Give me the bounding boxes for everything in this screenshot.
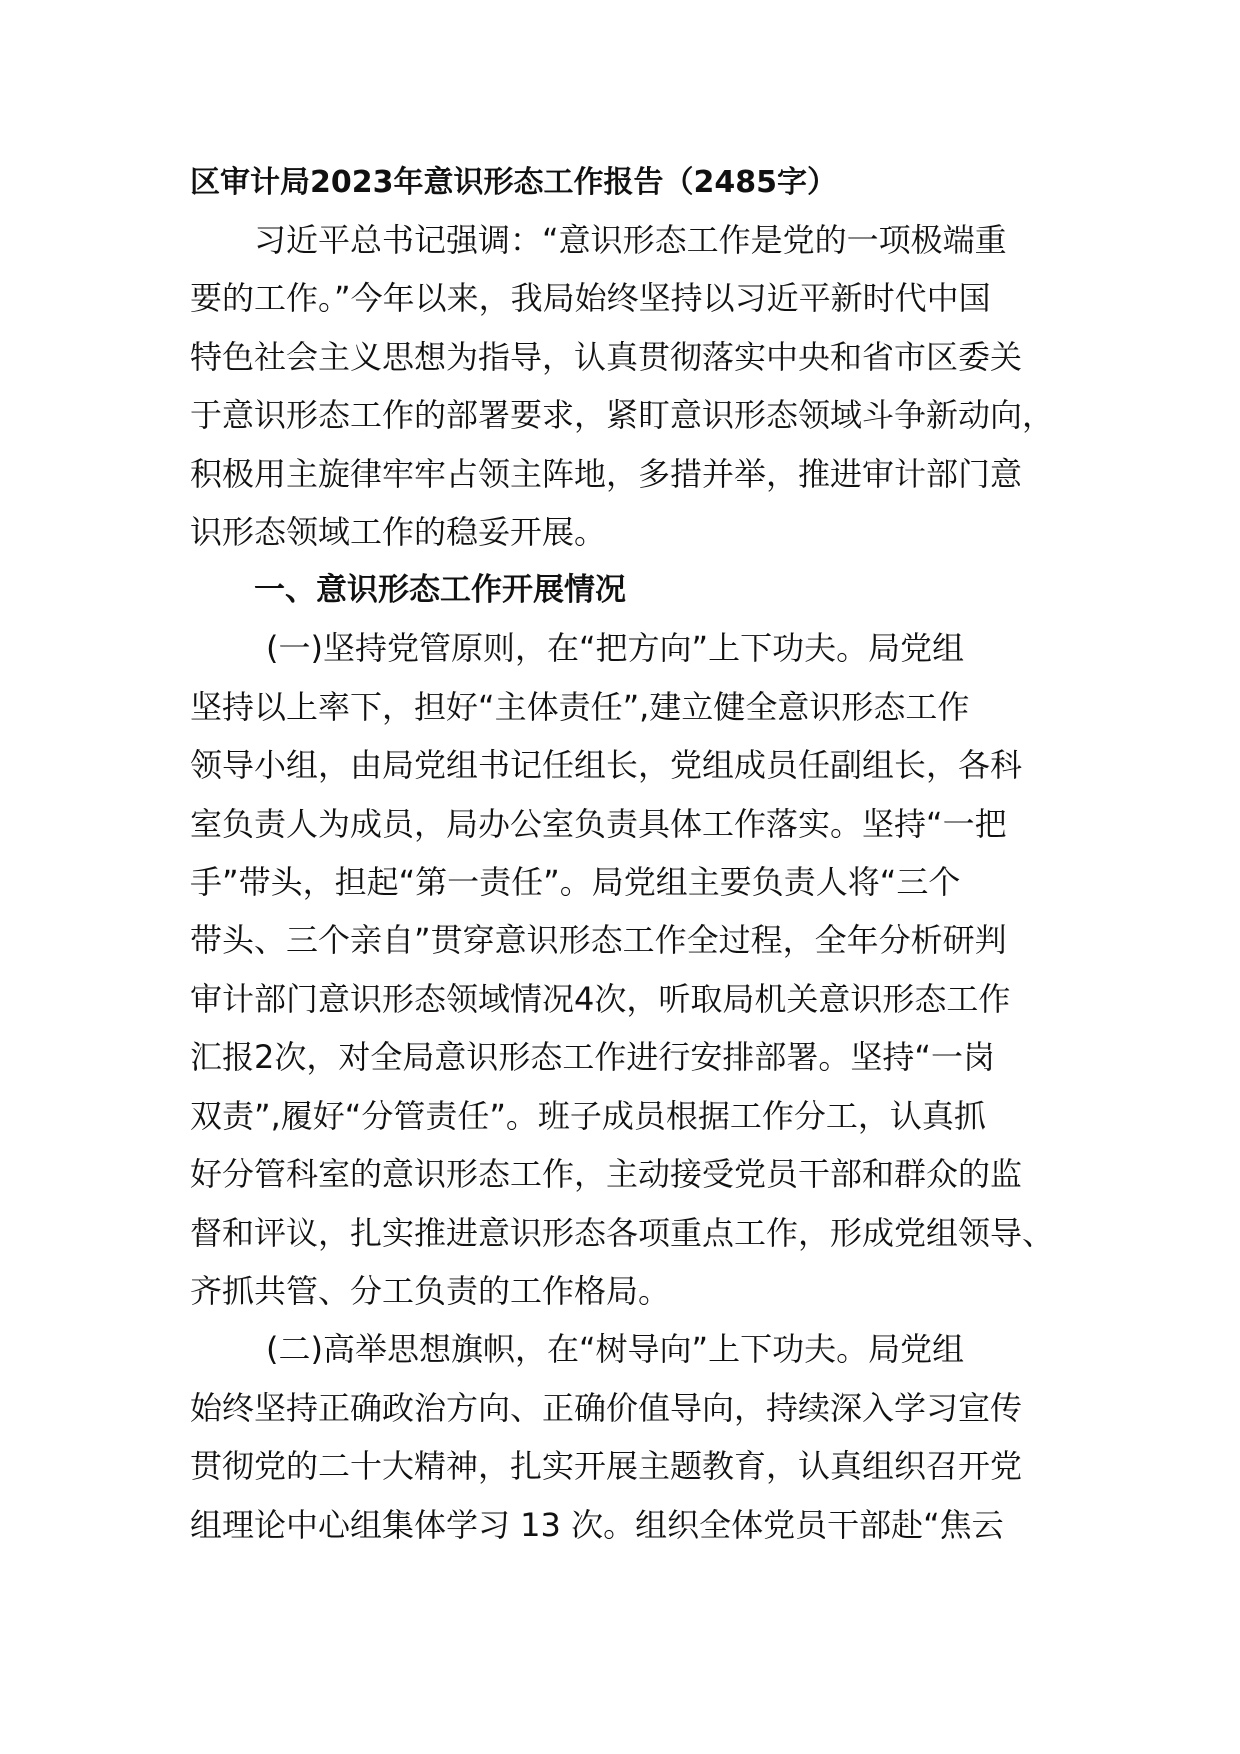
intro-line: 特色社会主义思想为指导，认真贯彻落实中央和省市区委关	[190, 337, 1023, 376]
intro-line: 要的工作。”今年以来，我局始终坚持以习近平新时代中国	[190, 279, 991, 318]
paragraph-2	[190, 1320, 1080, 1554]
paragraph-line: 组理论中心组集体学习 13 次。组织全体党员干部赴“焦云	[190, 1505, 1004, 1544]
section-heading: 一、意识形态工作开展情况	[254, 572, 626, 609]
paragraph-line: 室负责人为成员，局办公室负责具体工作落实。坚持“一把	[190, 804, 1007, 843]
paragraph-line: 坚持以上率下，担好“主体责任”,建立健全意识形态工作	[190, 687, 970, 726]
paragraph-line: (一)坚持党管原则，在“把方向”上下功夫。局党组	[266, 629, 965, 668]
intro-line: 识形态领域工作的稳妥开展。	[190, 513, 607, 552]
paragraph-line: 贯彻党的二十大精神，扎实开展主题教育，认真组织召开党	[190, 1447, 1023, 1486]
intro-line: 习近平总书记强调：“意识形态工作是党的一项极端重	[254, 221, 1007, 259]
document-title: 区审计局2023年意识形态工作报告（2485字）	[190, 165, 837, 200]
paragraph-line: 双责”,履好“分管责任”。班子成员根据工作分工，认真抓	[190, 1096, 986, 1135]
paragraph-line: 好分管科室的意识形态工作，主动接受党员干部和群众的监	[190, 1155, 1023, 1194]
document-body	[190, 155, 1080, 1554]
paragraph-line: 齐抓共管、分工负责的工作格局。	[190, 1271, 671, 1310]
intro-line: 于意识形态工作的部署要求，紧盯意识形态领域斗争新动向，	[190, 396, 1055, 435]
paragraph-line: 领导小组，由局党组书记任组长，党组成员任副组长，各科	[190, 746, 1023, 785]
intro-line: 积极用主旋律牢牢占领主阵地，多措并举，推进审计部门意	[190, 454, 1023, 493]
paragraph-line: (二)高举思想旗帜，在“树导向”上下功夫。局党组	[266, 1330, 965, 1369]
paragraph-line: 始终坚持正确政治方向、正确价值导向，持续深入学习宣传	[190, 1388, 1023, 1427]
paragraph-line: 督和评议，扎实推进意识形态各项重点工作，形成党组领导、	[190, 1213, 1055, 1252]
paragraph-line: 带头、三个亲自”贯穿意识形态工作全过程，全年分析研判	[190, 921, 1007, 960]
paragraph-line: 手”带头，担起“第一责任”。局党组主要负责人将“三个	[190, 863, 961, 902]
paragraph-line: 汇报2次，对全局意识形态工作进行安排部署。坚持“一岗	[190, 1038, 995, 1077]
paragraph-1	[190, 619, 1080, 1320]
intro-paragraph	[190, 211, 1080, 561]
paragraph-line: 审计部门意识形态领域情况4次，听取局机关意识形态工作	[190, 979, 1011, 1018]
